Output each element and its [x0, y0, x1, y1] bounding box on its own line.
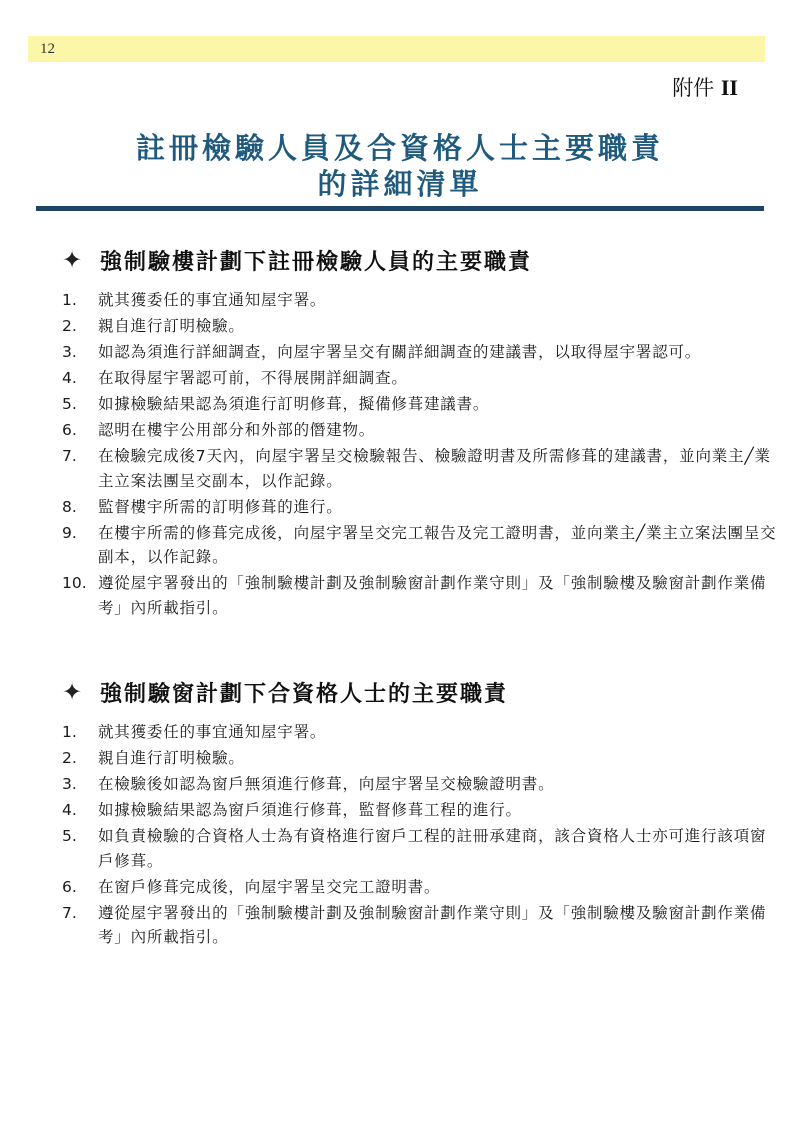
list-item	[62, 875, 782, 900]
item-number: 7.	[62, 447, 77, 465]
section-title: 強制驗樓計劃下註冊檢驗人員的主要職責	[100, 249, 533, 275]
item-text: 親自進行訂明檢驗。	[98, 317, 245, 335]
annex-label	[672, 72, 738, 102]
page-title	[0, 130, 800, 202]
list-item	[62, 901, 782, 950]
list-item	[62, 720, 782, 745]
list-item	[62, 444, 782, 493]
item-number: 9.	[62, 523, 77, 542]
item-text: 在取得屋宇署認可前，不得展開詳細調查。	[98, 369, 408, 387]
list-item	[62, 824, 782, 873]
item-text: 就其獲委任的事宜通知屋宇署。	[98, 291, 327, 309]
section-inspector-duties	[62, 240, 782, 622]
section-competent-person-duties	[62, 672, 782, 951]
item-text: 就其獲委任的事宜通知屋宇署。	[98, 723, 327, 741]
item-text: 如據檢驗結果認為須進行訂明修葺，擬備修葺建議書。	[98, 395, 490, 413]
list-item	[62, 392, 782, 417]
item-number: 4.	[62, 369, 77, 387]
duty-list	[62, 720, 782, 950]
list-item	[62, 314, 782, 339]
list-item	[62, 288, 782, 313]
list-item	[62, 772, 782, 797]
item-number: 6.	[62, 877, 77, 896]
item-text: 在窗戶修葺完成後，向屋宇署呈交完工證明書。	[98, 877, 441, 896]
list-item	[62, 746, 782, 771]
item-text: 遵從屋宇署發出的「強制驗樓計劃及強制驗窗計劃作業守則」及「強制驗樓及驗窗計劃作業備考」內所載指引。	[98, 903, 767, 946]
item-number: 1.	[62, 291, 77, 309]
item-number: 5.	[62, 395, 77, 413]
item-text: 如負責檢驗的合資格人士為有資格進行窗戶工程的註冊承建商，該合資格人士亦可進行該項窗戶修葺。	[98, 827, 767, 870]
annex-prefix: 附件	[672, 76, 715, 100]
duty-list	[62, 288, 782, 620]
list-item	[62, 340, 782, 365]
list-item	[62, 418, 782, 443]
item-text: 如認為須進行詳細調查，向屋宇署呈交有關詳細調查的建議書，以取得屋宇署認可。	[98, 343, 702, 361]
item-number: 6.	[62, 421, 77, 439]
item-number: 2.	[62, 317, 77, 335]
item-number: 8.	[62, 497, 77, 516]
list-item	[62, 366, 782, 391]
item-text: 在檢驗完成後7天內，向屋宇署呈交檢驗報告、檢驗證明書及所需修葺的建議書，並向業主╱業主立案法團呈交副本，以作記錄。	[98, 447, 771, 490]
item-number: 7.	[62, 903, 77, 922]
four-point-star-icon: ✦	[62, 678, 83, 706]
item-text: 在檢驗後如認為窗戶無須進行修葺，向屋宇署呈交檢驗證明書。	[98, 775, 555, 793]
title-line-1: 註冊檢驗人員及合資格人士主要職責	[135, 131, 664, 165]
item-number: 5.	[62, 827, 77, 845]
section-heading	[62, 240, 782, 280]
item-text: 認明在樓宇公用部分和外部的僭建物。	[98, 421, 376, 439]
item-text: 親自進行訂明檢驗。	[98, 749, 245, 767]
item-number: 3.	[62, 775, 77, 793]
item-text: 如據檢驗結果認為窗戶須進行修葺，監督修葺工程的進行。	[98, 801, 522, 819]
item-text: 在樓宇所需的修葺完成後，向屋宇署呈交完工報告及完工證明書，並向業主╱業主立案法團呈交副本，以作記錄。	[98, 523, 777, 566]
item-number: 2.	[62, 749, 77, 767]
section-title: 強制驗窗計劃下合資格人士的主要職責	[100, 681, 509, 707]
item-text: 監督樓宇所需的訂明修葺的進行。	[98, 497, 343, 516]
item-number: 10.	[62, 574, 87, 592]
title-divider	[36, 206, 764, 211]
item-number: 1.	[62, 723, 77, 741]
page-header-bar	[28, 36, 765, 62]
item-text: 遵從屋宇署發出的「強制驗樓計劃及強制驗窗計劃作業守則」及「強制驗樓及驗窗計劃作業備考」內所載指引。	[98, 574, 767, 617]
list-item	[62, 521, 782, 570]
list-item	[62, 798, 782, 823]
title-line-2: 的詳細清單	[317, 167, 483, 201]
item-number: 3.	[62, 343, 77, 361]
annex-roman: II	[720, 75, 738, 100]
section-heading	[62, 672, 782, 712]
item-number: 4.	[62, 801, 77, 819]
list-item	[62, 571, 782, 620]
four-point-star-icon: ✦	[62, 246, 83, 274]
list-item	[62, 495, 782, 520]
page-number: 12	[40, 41, 55, 57]
